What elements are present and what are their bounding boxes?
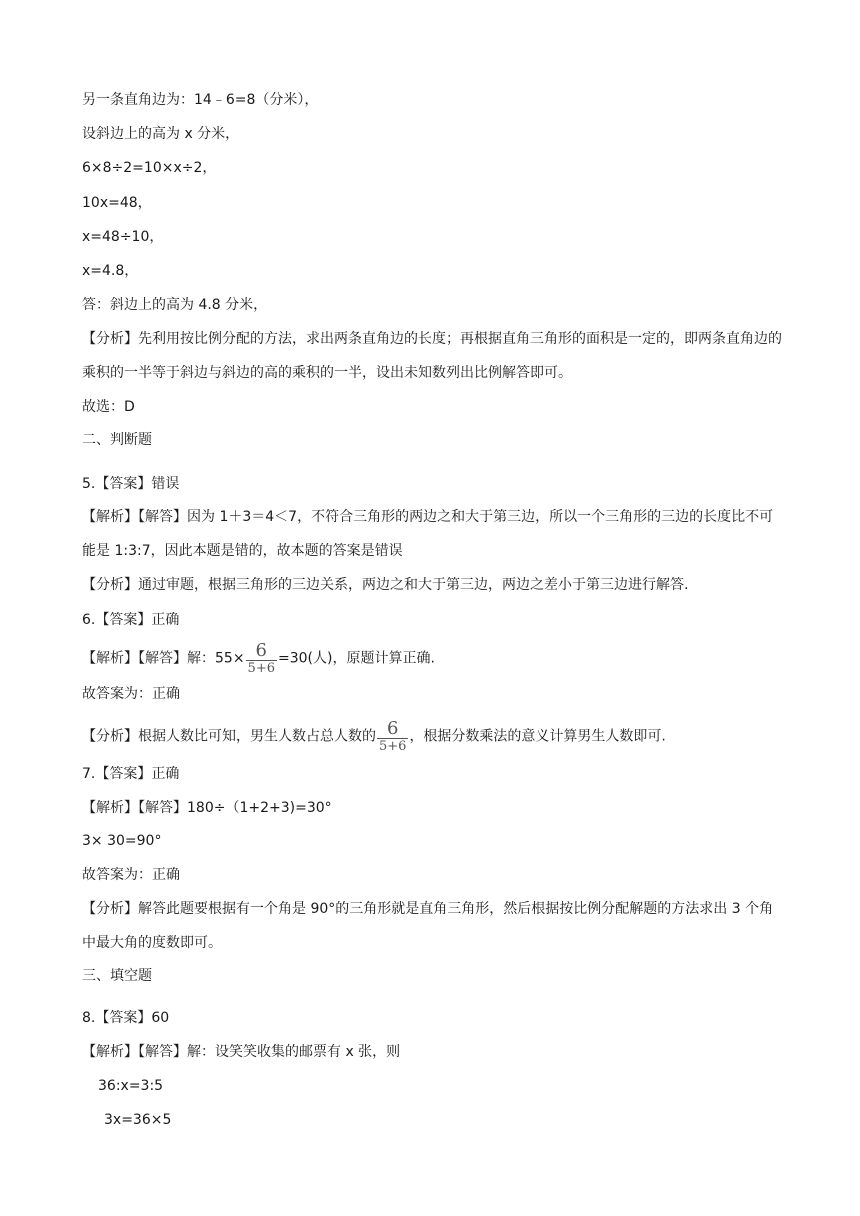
text-line: 【解析】【解答】180÷（1+2+3)=30° — [82, 800, 332, 816]
section-heading: 三、填空题 — [82, 968, 152, 984]
text-line: 10x=48， — [82, 195, 152, 211]
section-heading: 二、判断题 — [82, 432, 152, 448]
solution-line-with-fraction — [82, 642, 435, 675]
analysis-paragraph: 【分析】通过审题，根据三角形的三边关系，两边之和大于第三边，两边之差小于第三边进行解答. — [82, 577, 689, 593]
text-line: x=48÷10， — [82, 229, 164, 245]
equation-line: 3x=36×5 — [104, 1112, 172, 1128]
equation-line: 36:x=3:5 — [98, 1078, 164, 1094]
text-line: 设斜边上的高为 x 分米， — [82, 126, 240, 142]
text-line: 故答案为：正确 — [82, 867, 180, 883]
analysis-paragraph: 【分析】解答此题要根据有一个角是 90°的三角形就是直角三角形，然后根据按比例分配解题的方法求出 3 个角中最大角的度数即可。 — [82, 901, 774, 951]
text-line: 3× 30=90° — [82, 833, 162, 849]
fraction-numerator: 6 — [255, 640, 267, 661]
text-line: 故选：D — [82, 399, 135, 415]
solution-paragraph: 【解析】【解答】因为 1＋3＝4＜7，不符合三角形的两边之和大于第三边，所以一个三角形的三边的长度比不可能是 1:3:7，因此本题是错的，故本题的答案是错误 — [82, 509, 774, 559]
text-line: 答：斜边上的高为 4.8 分米， — [82, 297, 268, 313]
answer-heading: 6.【答案】正确 — [82, 612, 180, 628]
answer-heading: 8.【答案】60 — [82, 1010, 170, 1026]
fraction — [377, 720, 408, 753]
fraction — [246, 642, 277, 675]
analysis-line-with-fraction — [82, 720, 666, 753]
fraction-denominator: 5+6 — [247, 661, 275, 676]
text-line: 故答案为：正确 — [82, 686, 180, 702]
text-line: 另一条直角边为：14﹣6=8（分米）， — [82, 92, 319, 108]
fraction-denominator: 5+6 — [379, 739, 407, 754]
analysis-text: 【分析】根据人数比可知，男生人数占总人数的 — [82, 728, 376, 745]
solution-text: =30(人)，原题计算正确. — [277, 650, 435, 667]
fraction-numerator: 6 — [386, 718, 399, 739]
answer-heading: 7.【答案】正确 — [82, 766, 180, 782]
answer-heading: 5.【答案】错误 — [82, 476, 180, 492]
analysis-paragraph: 【分析】先利用按比例分配的方法，求出两条直角边的长度；再根据直角三角形的面积是一定的，即两条直角边的乘积的一半等于斜边与斜边的高的乘积的一半，设出未知数列出比例解答即可。 — [82, 331, 782, 381]
solution-text: 【解析】【解答】解：55× — [82, 650, 245, 667]
analysis-text: ，根据分数乘法的意义计算男生人数即可. — [409, 728, 666, 745]
text-line: x=4.8， — [82, 263, 139, 279]
text-line: 6×8÷2=10×x÷2， — [82, 160, 217, 176]
text-line: 【解析】【解答】解：设笑笑收集的邮票有 x 张，则 — [82, 1044, 401, 1060]
